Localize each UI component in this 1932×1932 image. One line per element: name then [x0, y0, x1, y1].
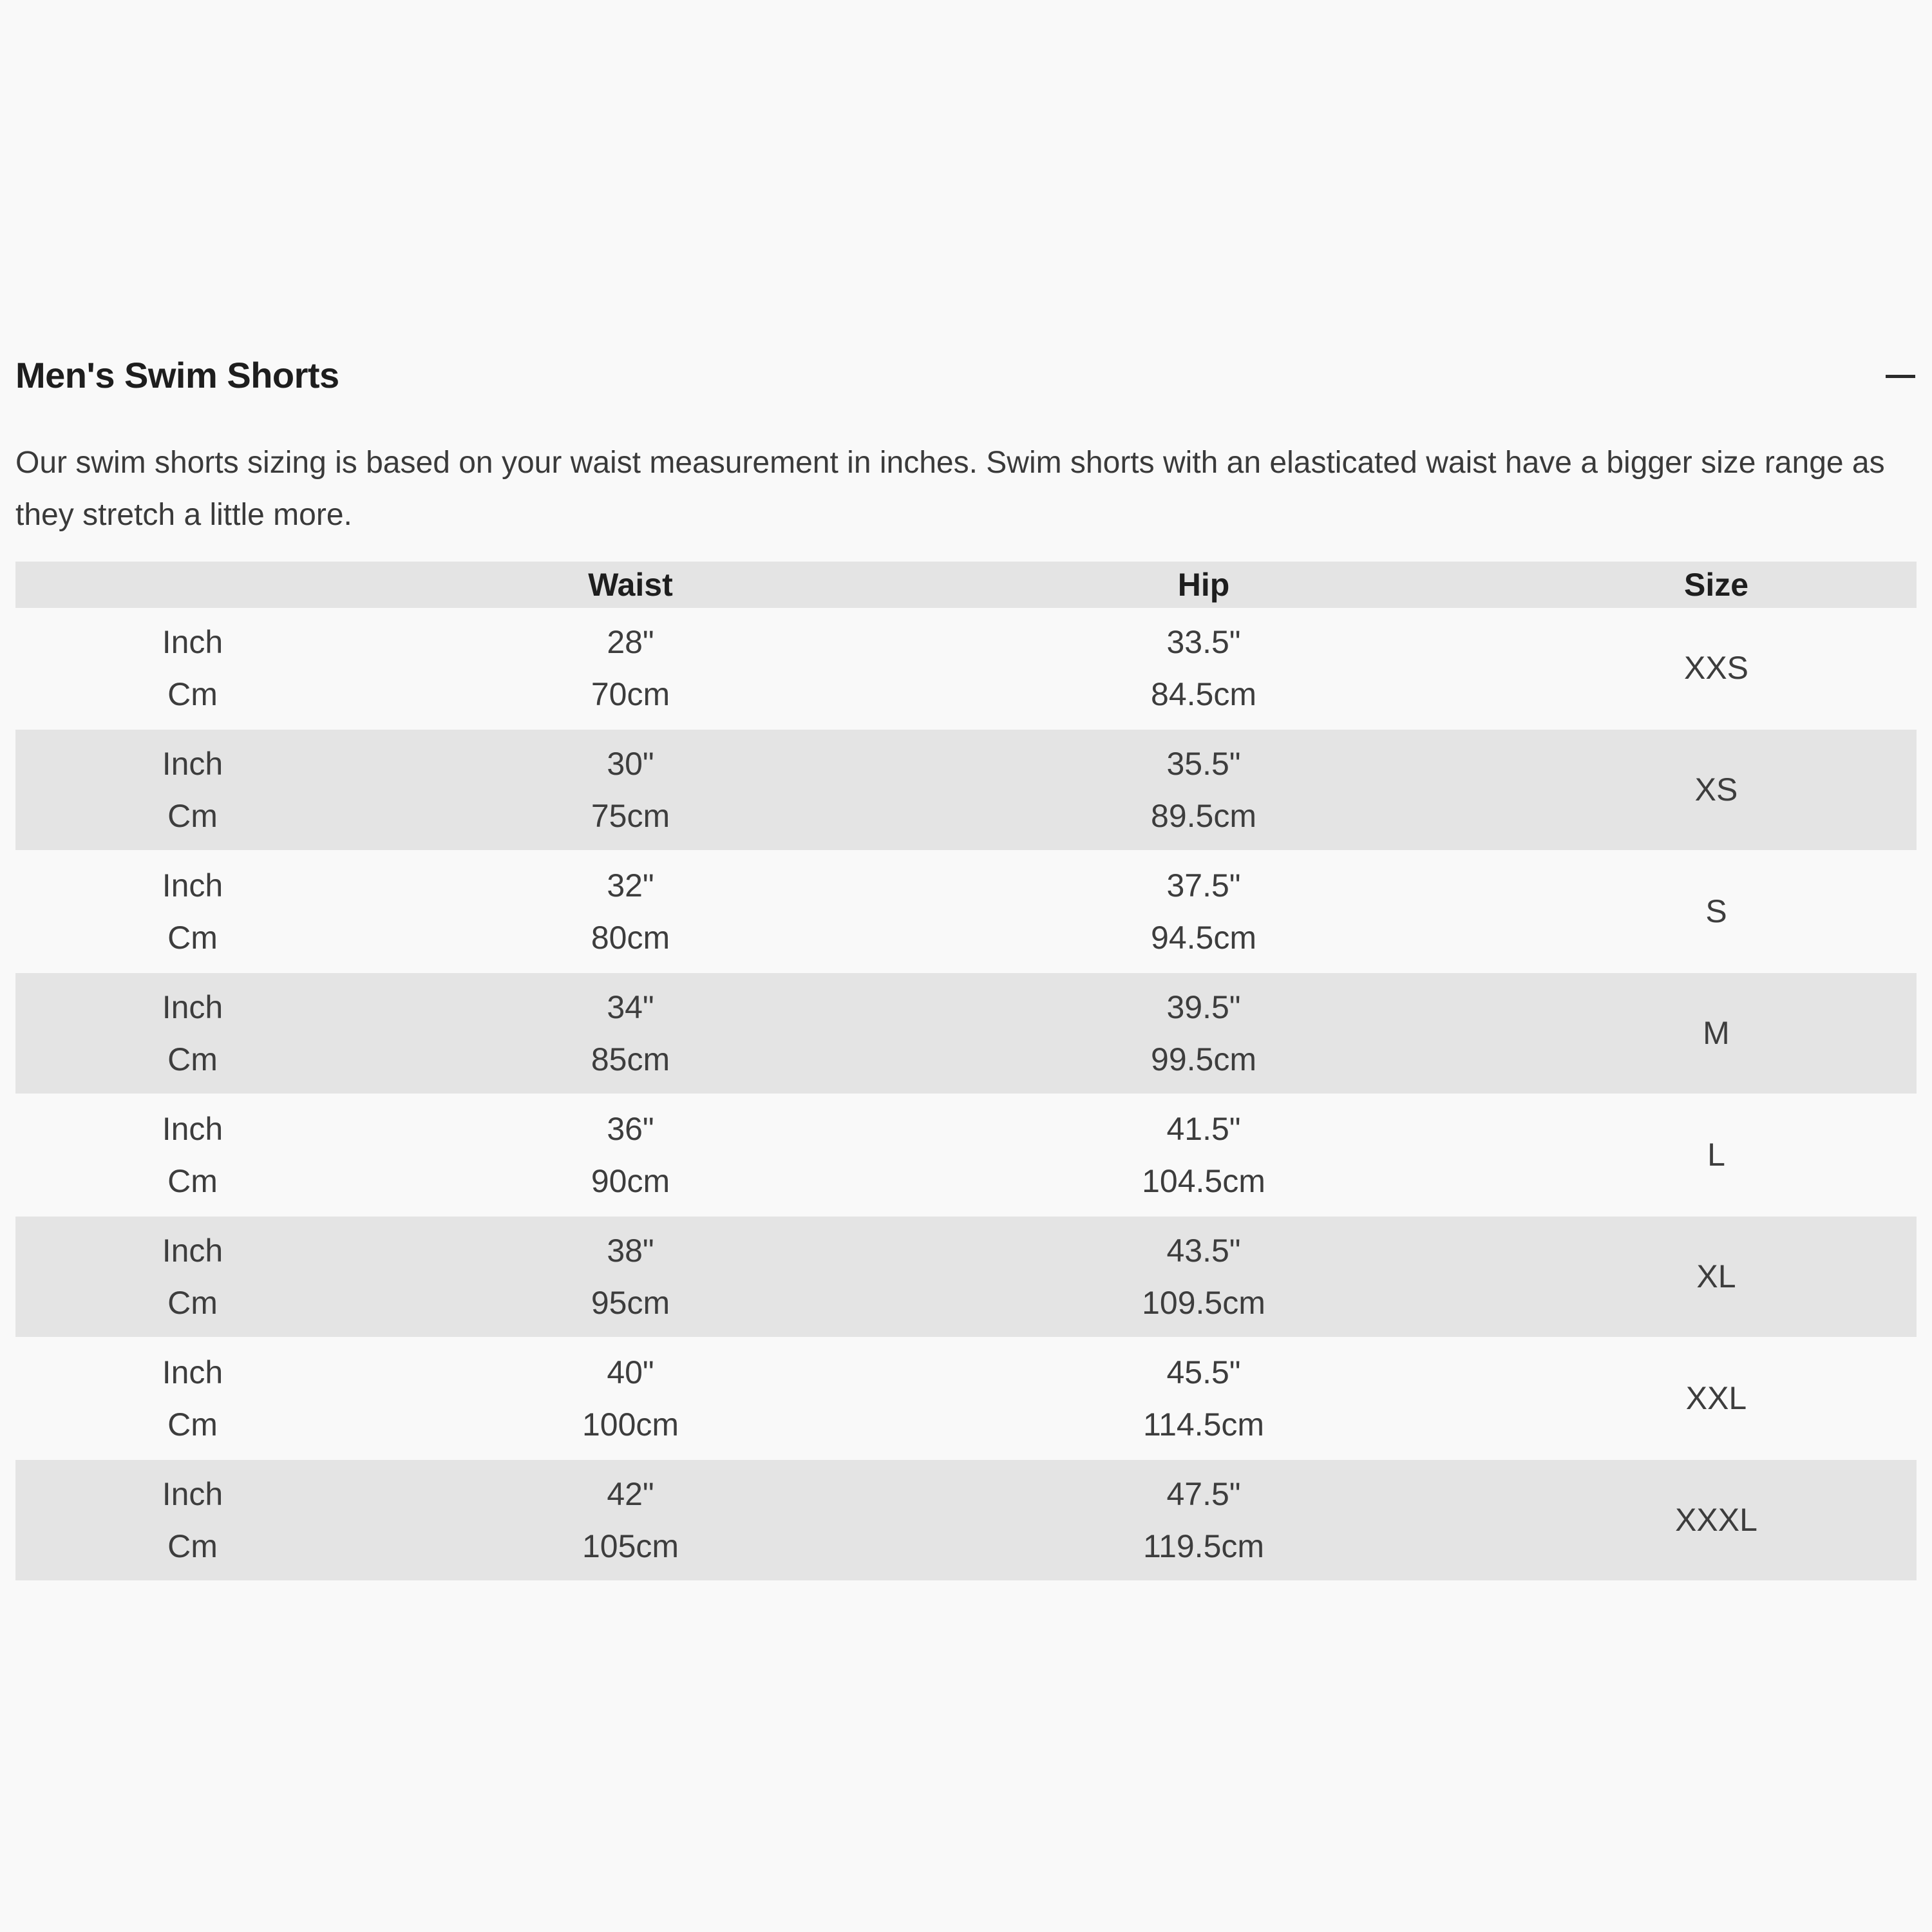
- waist-cell-inch: 38": [607, 1232, 654, 1269]
- unit-cell: [15, 1460, 370, 1580]
- table-row: [15, 851, 1917, 972]
- table-header-row: [15, 562, 1917, 608]
- hip-cell: [891, 1217, 1516, 1337]
- unit-cell-cm: Cm: [167, 797, 218, 834]
- hip-cell: [891, 1095, 1516, 1215]
- hip-cell: [891, 851, 1516, 972]
- waist-cell-inch: 36": [607, 1110, 654, 1147]
- table-row: [15, 730, 1917, 850]
- section-title: Men's Swim Shorts: [15, 355, 339, 395]
- unit-cell: [15, 973, 370, 1094]
- size-cell: S: [1705, 893, 1727, 929]
- hip-cell-inch: 39.5": [1166, 989, 1241, 1025]
- unit-cell: [15, 730, 370, 850]
- header-size: Size: [1516, 562, 1917, 608]
- unit-cell: [15, 1095, 370, 1215]
- waist-cell-inch: 42": [607, 1475, 654, 1512]
- size-cell: XXL: [1685, 1380, 1747, 1416]
- hip-cell-inch: 37.5": [1166, 867, 1241, 904]
- unit-cell-inch: Inch: [162, 745, 223, 782]
- unit-cell-cm: Cm: [167, 1284, 218, 1321]
- hip-cell-cm: 114.5cm: [1142, 1406, 1265, 1443]
- size-cell: M: [1516, 973, 1917, 1094]
- size-table: [15, 562, 1917, 1580]
- table-row: [15, 973, 1917, 1094]
- size-cell: L: [1707, 1137, 1725, 1173]
- waist-cell-inch: 30": [607, 745, 654, 782]
- size-cell: XXXL: [1516, 1460, 1917, 1580]
- table-row: [15, 1460, 1917, 1580]
- unit-cell: [15, 851, 370, 972]
- header-unit: [15, 562, 370, 608]
- unit-cell-inch: Inch: [162, 1232, 223, 1269]
- hip-cell: [891, 1338, 1516, 1459]
- waist-cell-inch: 40": [607, 1354, 654, 1390]
- waist-cell-cm: 95cm: [591, 1284, 670, 1321]
- hip-cell-cm: 89.5cm: [1151, 797, 1256, 834]
- waist-cell: [370, 608, 891, 728]
- size-guide-section: [15, 348, 1917, 1580]
- unit-cell: [15, 1338, 370, 1459]
- unit-cell-cm: Cm: [167, 1041, 218, 1077]
- header-hip: Hip: [891, 562, 1516, 608]
- waist-cell-cm: 70cm: [591, 676, 670, 712]
- table-row: [15, 1338, 1917, 1459]
- unit-cell-inch: Inch: [162, 989, 223, 1025]
- waist-cell: [370, 1217, 891, 1337]
- waist-cell-cm: 75cm: [591, 797, 670, 834]
- hip-cell-inch: 35.5": [1166, 745, 1241, 782]
- section-description: Our swim shorts sizing is based on your waist measurement in inches. Swim shorts with an elasticated waist have a bigger size range as they stretch a little more.: [15, 446, 1885, 532]
- minus-icon[interactable]: [1884, 359, 1917, 392]
- hip-cell-cm: 84.5cm: [1151, 676, 1256, 712]
- hip-cell-inch: 47.5": [1166, 1475, 1241, 1512]
- size-cell: XS: [1516, 730, 1917, 850]
- table-row: [15, 608, 1917, 728]
- unit-cell-inch: Inch: [162, 867, 223, 904]
- unit-cell-inch: Inch: [162, 1354, 223, 1390]
- waist-cell-inch: 32": [607, 867, 654, 904]
- hip-cell-inch: 33.5": [1166, 623, 1241, 660]
- waist-cell: [370, 1460, 891, 1580]
- unit-cell-cm: Cm: [167, 1162, 218, 1199]
- hip-cell: [891, 1460, 1516, 1580]
- waist-cell-cm: 105cm: [582, 1528, 679, 1564]
- hip-cell-cm: 99.5cm: [1151, 1041, 1256, 1077]
- waist-cell: [370, 730, 891, 850]
- waist-cell-cm: 100cm: [582, 1406, 679, 1443]
- minus-icon-bar: [1886, 375, 1915, 378]
- hip-cell-cm: 104.5cm: [1142, 1162, 1265, 1199]
- waist-cell: [370, 1095, 891, 1215]
- unit-cell-cm: Cm: [167, 1528, 218, 1564]
- size-cell: XL: [1516, 1217, 1917, 1337]
- waist-cell-inch: 28": [607, 623, 654, 660]
- waist-cell: [370, 851, 891, 972]
- unit-cell: [15, 608, 370, 728]
- hip-cell: [891, 730, 1516, 850]
- table-row: [15, 1095, 1917, 1215]
- hip-cell-inch: 41.5": [1166, 1110, 1241, 1147]
- unit-cell: [15, 1217, 370, 1337]
- waist-cell-inch: 34": [607, 989, 654, 1025]
- hip-cell-cm: 94.5cm: [1151, 919, 1256, 956]
- table-body: [15, 608, 1917, 1580]
- header-waist: Waist: [370, 562, 891, 608]
- unit-cell-inch: Inch: [162, 623, 223, 660]
- section-header[interactable]: [15, 348, 1917, 406]
- unit-cell-cm: Cm: [167, 676, 218, 712]
- hip-cell-cm: 109.5cm: [1142, 1284, 1265, 1321]
- waist-cell-cm: 90cm: [591, 1162, 670, 1199]
- hip-cell: [891, 608, 1516, 728]
- hip-cell-inch: 45.5": [1166, 1354, 1241, 1390]
- waist-cell-cm: 80cm: [591, 919, 670, 956]
- table-row: [15, 1217, 1917, 1337]
- unit-cell-inch: Inch: [162, 1110, 223, 1147]
- hip-cell: [891, 973, 1516, 1094]
- unit-cell-cm: Cm: [167, 1406, 218, 1443]
- waist-cell-cm: 85cm: [591, 1041, 670, 1077]
- waist-cell: [370, 973, 891, 1094]
- unit-cell-inch: Inch: [162, 1475, 223, 1512]
- size-cell: XXS: [1683, 650, 1749, 686]
- unit-cell-cm: Cm: [167, 919, 218, 956]
- waist-cell: [370, 1338, 891, 1459]
- hip-cell-cm: 119.5cm: [1142, 1528, 1265, 1564]
- hip-cell-inch: 43.5": [1166, 1232, 1241, 1269]
